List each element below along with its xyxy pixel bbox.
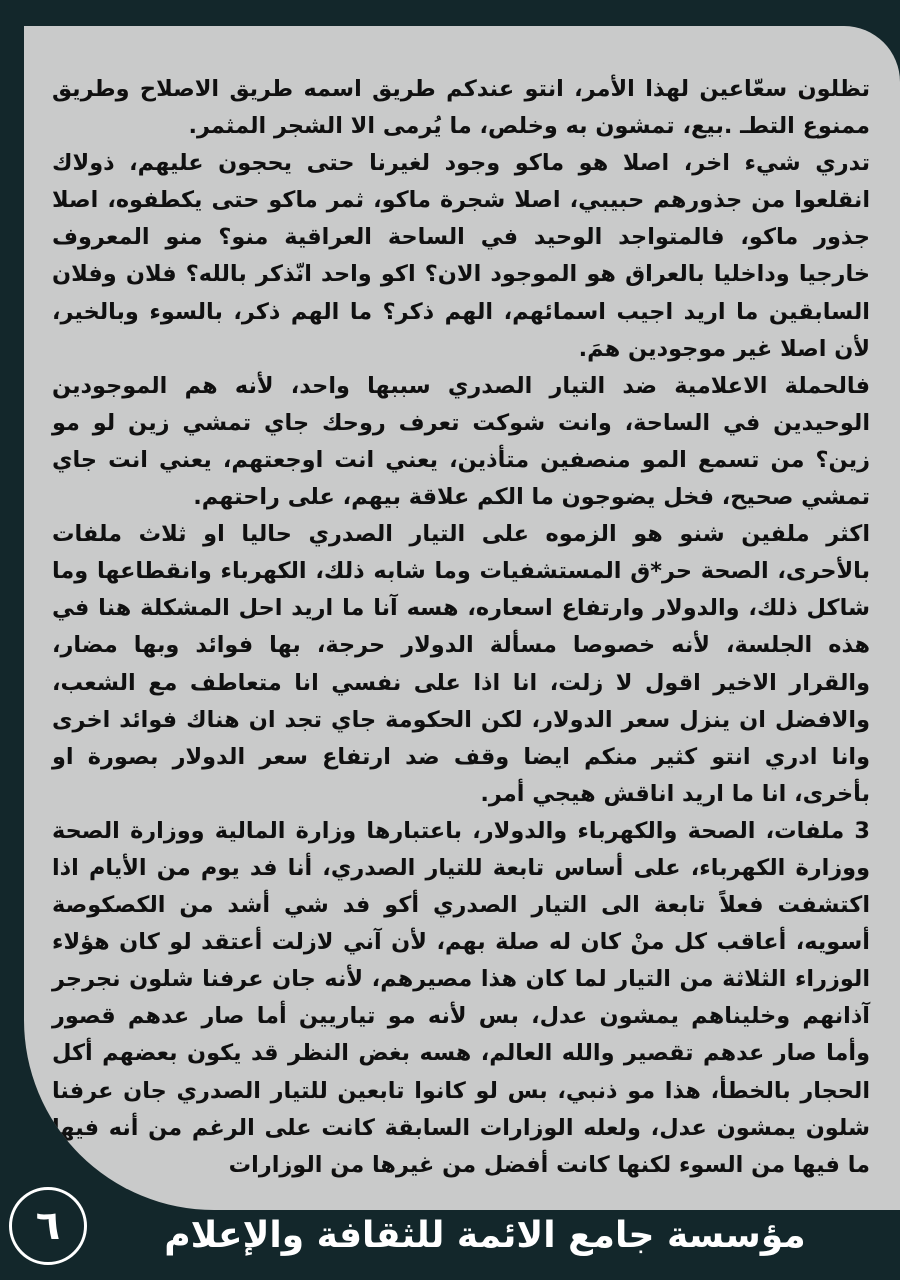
paragraph: اكثر ملفين شنو هو الزموه على التيار الصدري حاليا او ثلاث ملفات بالأحرى، الصحة حر*ق المستشفيات وما شابه ذلك، الكهرباء وانقطاعها وما شاكل ذلك، والدولار وارتفاع اسعاره، هسه آنا ما اريد احل المشكلة هنا في هذه الجلسة، لأنه خصوصا مسألة الدولار حرجة، بها فوائد وبها مضار، والقرار الاخير اقول لا زلت، انا اذا على نفسي انا متعاطف مع الشعب، والافضل ان ينزل سعر الدولار، لكن الحكومة جاي تجد ان هناك فوائد اخرى وانا ادري انتو كثير منكم ايضا وقف ضد ارتفاع سعر الدولار بصورة او بأخرى، انا ما اريد اناقش هيجي أمر. (52, 521, 870, 807)
footer-organization-name: مؤسسة جامع الائمة للثقافة والإعلام (164, 1215, 806, 1256)
page-card (24, 26, 900, 1210)
paragraph: 3 ملفات، الصحة والكهرباء والدولار، باعتبارها وزارة المالية ووزارة الصحة ووزارة الكهرباء، على أساس تابعة للتيار الصدري، أنا فد يوم من الأيام اذا اكتشفت فعلاً تابعة الى التيار الصدري أكو فد شي أشد من الكصكوصة أسويه، أعاقب كل منْ كان له صلة بهم، لأن آني لازلت أعتقد لو كان هؤلاء الوزراء الثلاثة من التيار لما كان هذا مصيرهم، لأنه جان عرفنا شلون نجرجر آذانهم وخليناهم يمشون عدل، بس لأنه مو تياريين أما صار عدهم قصور وأما صار عدهم تقصير والله العالم، هسه بغض النظر قد يكون بعضهم أكل الحجار بالخطأ، هذا مو ذنبي، بس لو كانوا تابعين للتيار الصدري جان عرفنا شلون يمشون عدل، ولعله الوزارات السابقة كانت على الرغم من أنه فيها ما فيها من السوء لكنها كانت أفضل من غيرها من الوزارات (52, 817, 870, 1178)
page-number-badge (9, 1187, 87, 1265)
paragraph: فالحملة الاعلامية ضد التيار الصدري سببها واحد، لأنه هم الموجودين الوحيدين في الساحة، وانت شوكت تعرف روحك جاي تمشي زين لو مو زين؟ من تسمع المو منصفين متأذين، يعني انت اوجعتهم، يعني انت جاي تمشي صحيح، فخل يضوجون ما الكم علاقة بيهم، على راحتهم. (52, 372, 870, 511)
paragraph: تدري شيء اخر، اصلا هو ماكو وجود لغيرنا حتى يحجون عليهم، ذولاك انقلعوا من جذورهم حبيبي، اصلا شجرة ماكو، ثمر ماكو حتى يكطفوه، اصلا جذور ماكو، فالمتواجد الوحيد في الساحة العراقية منو؟ منو المعروف خارجيا وداخليا بالعراق هو الموجود الان؟ اكو واحد انّذكر بالله؟ فلان وفلان السابقين ما اريد اجيب اسمائهم، الهم ذكر؟ ما الهم ذكر، بالسوء وبالخير، لأن اصلا غير موجودين همَ. (52, 150, 870, 362)
paragraph: تظلون سعّاعين لهذا الأمر، انتو عندكم طريق اسمه طريق الاصلاح وطريق ممنوع التطـ .بيع، تمشون به وخلص، ما يُرمى الا الشجر المثمر. (52, 76, 870, 140)
page-number: ٦ (35, 1203, 61, 1249)
body-text (52, 71, 870, 1184)
